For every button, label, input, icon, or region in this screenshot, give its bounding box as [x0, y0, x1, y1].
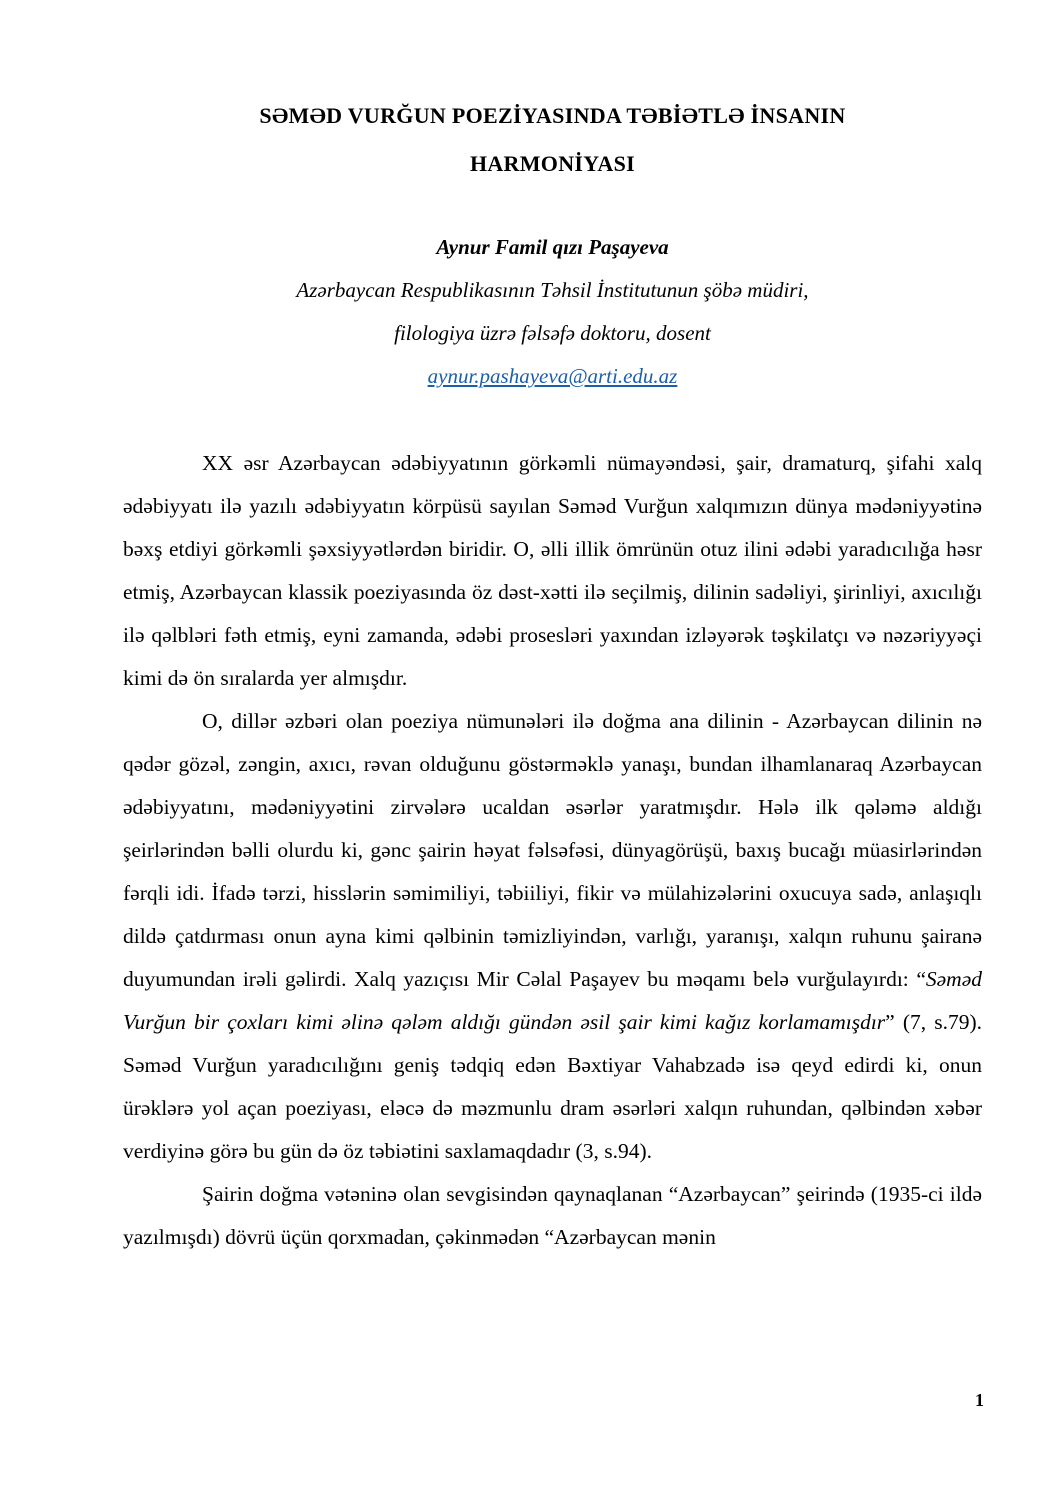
- author-name: Aynur Famil qızı Paşayeva: [436, 235, 669, 259]
- page-number: 1: [975, 1390, 984, 1410]
- document-title-line-2: HARMONİYASI: [469, 151, 636, 176]
- paragraph-2-quote: Səməd Vurğun bir çoxları kimi əlinə qələm aldığı gündən əsil şair kimi kağız korlamamışdır: [123, 967, 982, 1034]
- paragraph-2-text: O, dillər əzbəri olan poeziya nümunələri ilə doğma ana dilinin - Azərbaycan dilinin nə qədər gözəl, zəngin, axıcı, rəvan olduğunu göstərməklə yanaşı, bundan ilhamlanaraq Azərbaycan ədəbiyyatını, mədəniyyətini zirvələrə ucaldan əsərlər yaratmışdır. Hələ ilk qələmə aldığı şeirlərindən bəlli olurdu ki, gənc şairin həyat fəlsəfəsi, dünyagörüşü, baxış bucağı müasirlərindən fərqli idi. İfadə tərzi, hisslərin səmimiliyi, təbiiliyi, fikir və mülahizələrini oxucuya sadə, anlaşıqlı dildə çatdırması onun ayna kimi qəlbinin təmizliyindən, varlığı, yaranışı, xalqın ruhunu şairanə duyumundan irəli gəlirdi. Xalq yazıçısı Mir Cəlal Paşayev bu məqamı belə vurğulayırdı: “: [123, 709, 982, 991]
- paragraph-2-citation: ” (7, s.79). Səməd Vurğun yaradıcılığını geniş tədqiq edən Bəxtiyar Vahabzadə isə qeyd edirdi ki, onun ürəklərə yol açan poeziyası, eləcə də məzmunlu dram əsərləri xalqın ruhundan, qəlbindən xəbər verdiyinə görə bu gün də öz təbiətini saxlamaqdadır (3, s.94).: [123, 1010, 982, 1163]
- author-block: [123, 226, 982, 398]
- document-body: [123, 442, 982, 1259]
- paragraph-3: Şairin doğma vətəninə olan sevgisindən qaynaqlanan “Azərbaycan” şeirində (1935-ci ildə yazılmışdı) dövrü üçün qorxmadan, çəkinmədən “Azərbaycan mənin: [123, 1182, 982, 1249]
- paragraph-1: XX əsr Azərbaycan ədəbiyyatının görkəmli nümayəndəsi, şair, dramaturq, şifahi xalq ədəbiyyatı ilə yazılı ədəbiyyatın körpüsü sayılan Səməd Vurğun xalqımızın dünya mədəniyyətinə bəxş etdiyi görkəmli şəxsiyyətlərdən biridir. O, əlli illik ömrünün otuz ilini ədəbi yaradıcılığa həsr etmiş, Azərbaycan klassik poeziyasında öz dəst-xətti ilə seçilmiş, dilinin sadəliyi, şirinliyi, axıcılığı ilə qəlbləri fəth etmiş, eyni zamanda, ədəbi prosesləri yaxından izləyərək təşkilatçı və nəzəriyyəçi kimi də ön sıralarda yer almışdır.: [123, 451, 982, 690]
- author-affiliation: Azərbaycan Respublikasının Təhsil İnstitutunun şöbə müdiri,: [296, 278, 809, 302]
- document-title: [123, 92, 982, 188]
- author-email-line: [123, 355, 982, 398]
- email-link[interactable]: aynur.pashayeva@arti.edu.az: [427, 364, 678, 388]
- paragraph-2: [123, 700, 982, 1173]
- author-degree: filologiya üzrə fəlsəfə doktoru, dosent: [394, 321, 711, 345]
- document-title-line-1: SƏMƏD VURĞUN POEZİYASINDA TƏBİƏTLƏ İNSANIN: [259, 103, 846, 128]
